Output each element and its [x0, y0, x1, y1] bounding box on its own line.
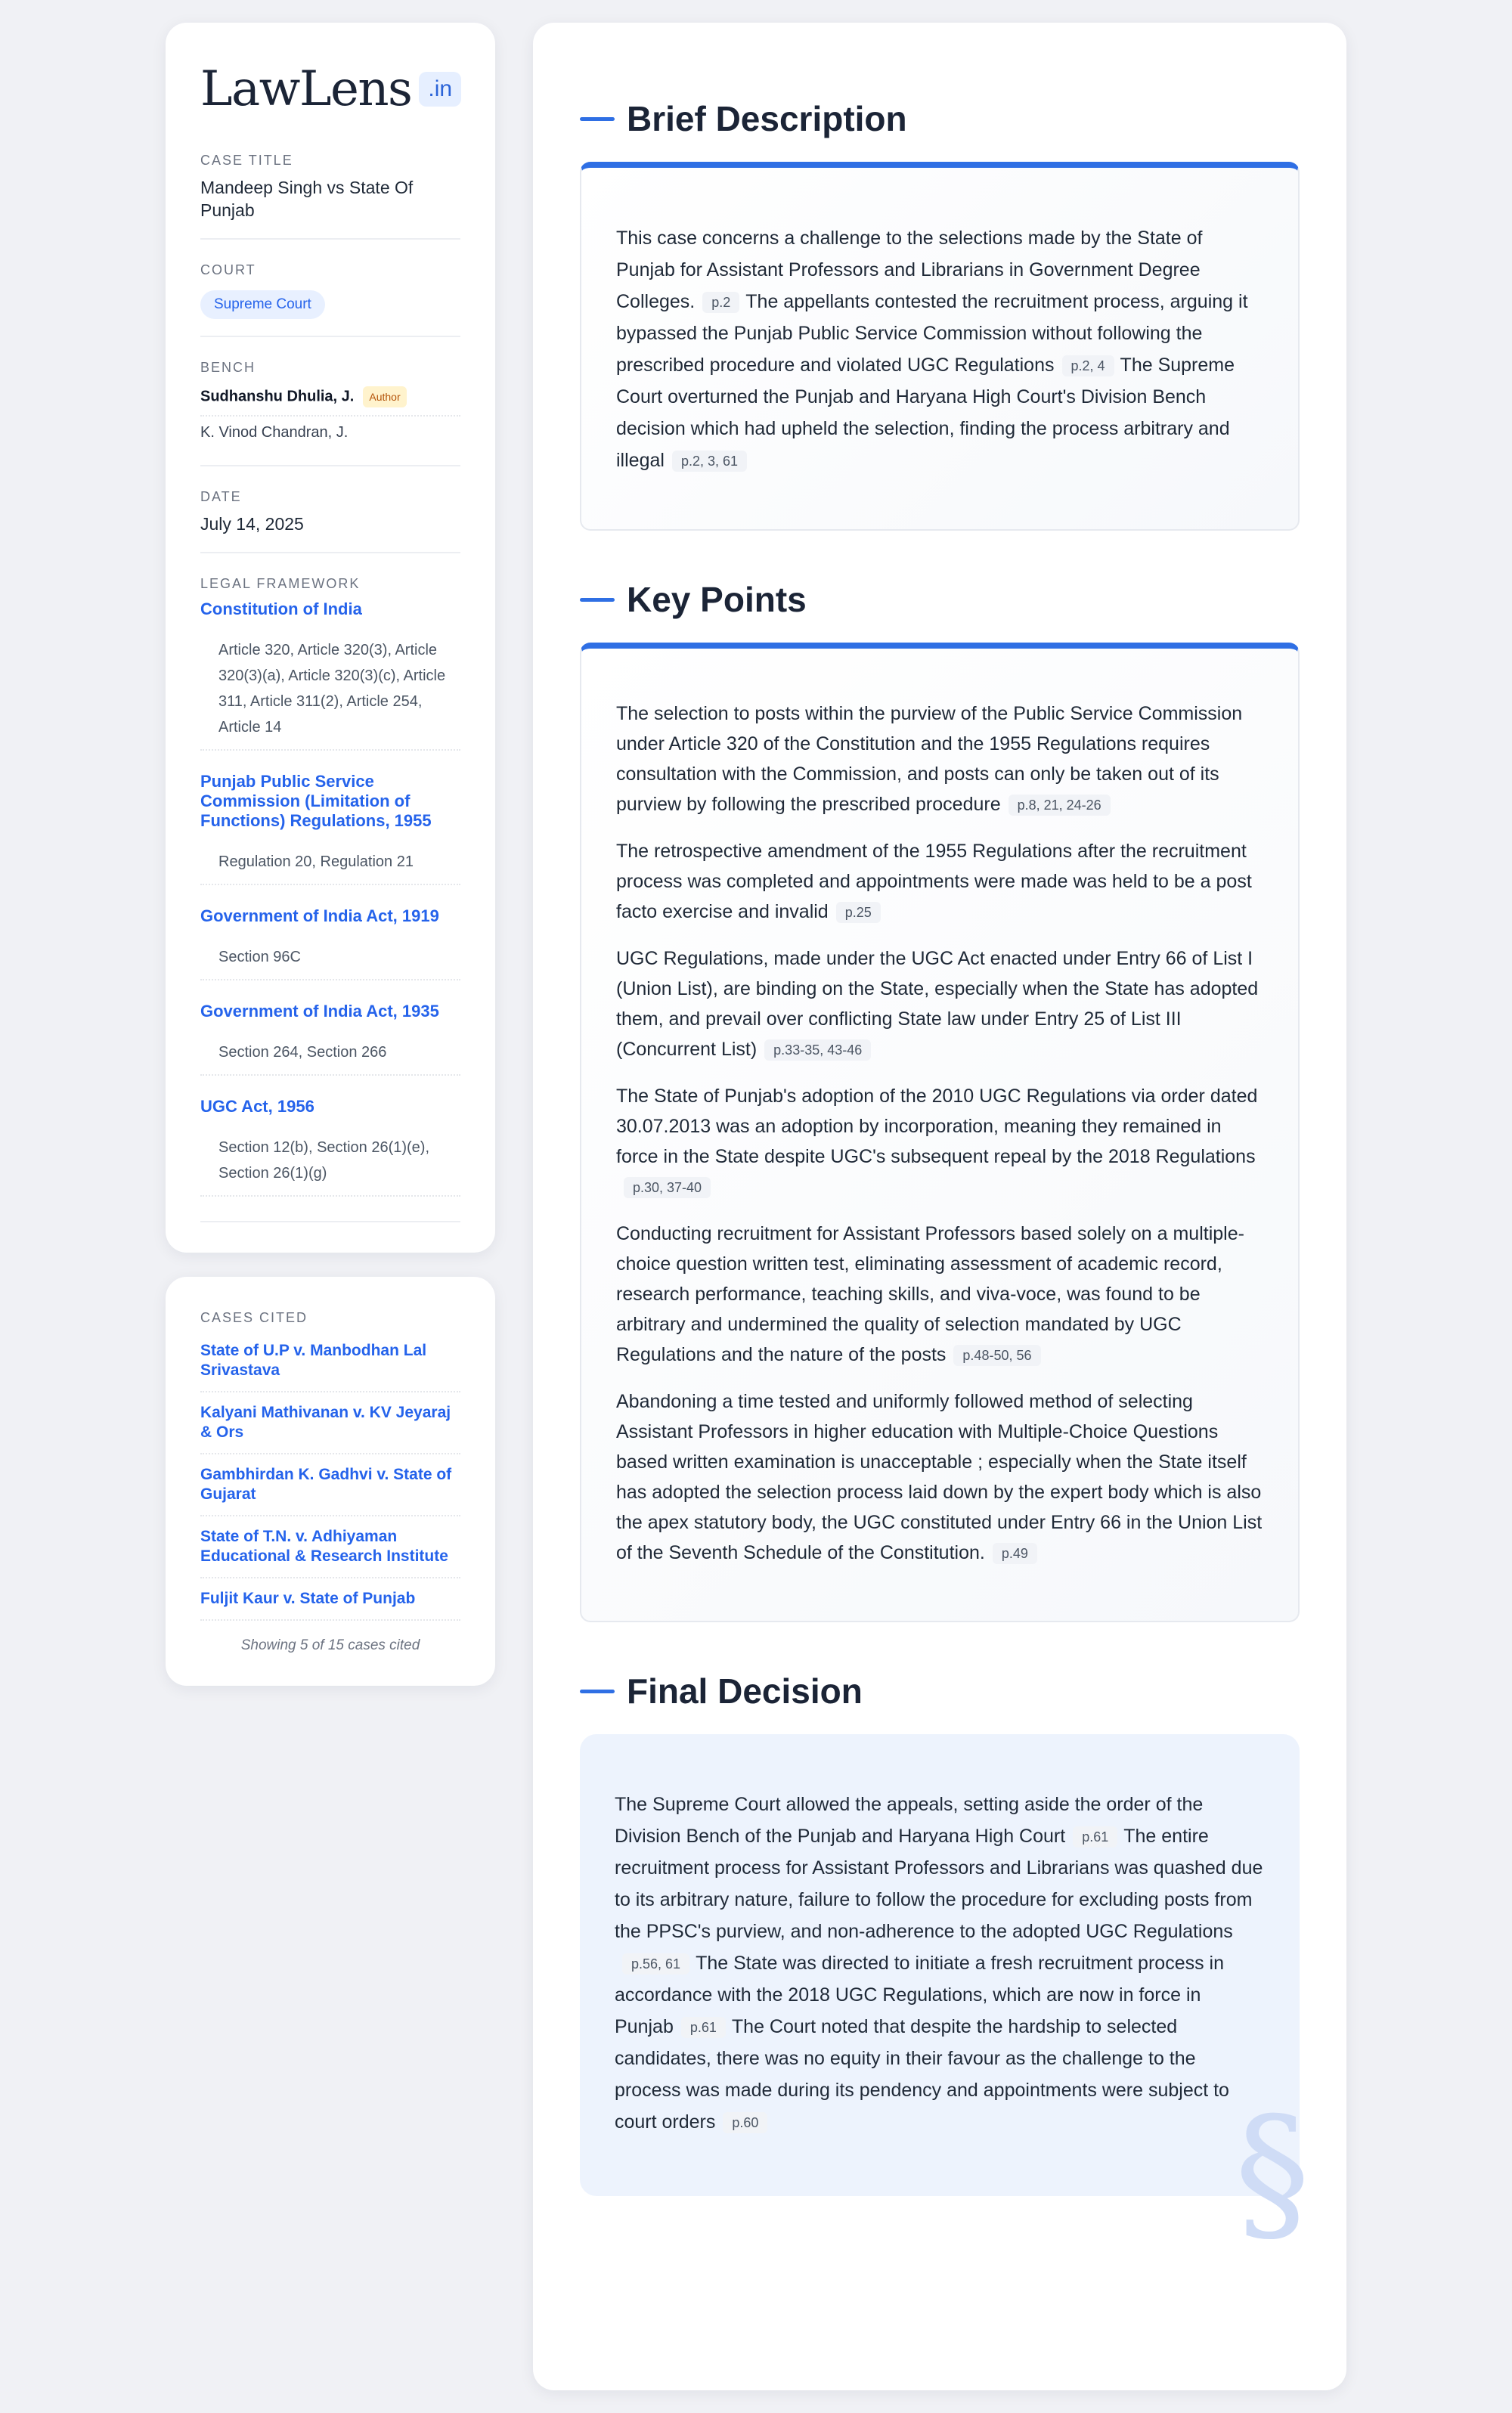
brief-heading: [580, 98, 1300, 139]
legal-framework-label: LEGAL FRAMEWORK: [200, 576, 361, 591]
key-points-heading: [580, 579, 1300, 620]
page-citation[interactable]: p.2, 4: [1062, 355, 1114, 376]
page-citation[interactable]: p.49: [993, 1543, 1037, 1564]
page-citation[interactable]: p.48-50, 56: [953, 1345, 1040, 1366]
bench-label: BENCH: [200, 360, 256, 375]
key-point-text: The State of Punjab's adoption of the 2010 UGC Regulations via order dated 30.07.2013 was an adoption by incorporation, meaning they remained in force in the State despite UGC's subsequent repeal by the 2018 Regulations: [616, 1086, 1258, 1167]
key-points-box: [580, 643, 1300, 1622]
cited-case-link[interactable]: State of U.P v. Manbodhan Lal Srivastava: [200, 1337, 460, 1392]
act-sections: Section 12(b), Section 26(1)(e), Section 26(1)(g): [200, 1121, 460, 1197]
page-citation[interactable]: p.25: [836, 902, 881, 923]
brief-description-box: [580, 162, 1300, 531]
act-sections: Section 96C: [200, 931, 460, 980]
cited-case-link[interactable]: State of T.N. v. Adhiyaman Educational & Research Institute: [200, 1516, 460, 1578]
key-point-text: The selection to posts within the purview of the Public Service Commission under Article 320 of the Constitution and the 1955 Regulations requires consultation with the Commission, and posts can only be taken out of its purview by following the prescribed procedure: [616, 703, 1243, 815]
act-title[interactable]: Constitution of India: [200, 599, 362, 618]
act-item: [200, 772, 460, 885]
case-title-label: CASE TITLE: [200, 153, 293, 168]
case-date: July 14, 2025: [200, 514, 304, 534]
bench-field: [200, 360, 460, 466]
key-point: [616, 943, 1263, 1064]
act-title[interactable]: UGC Act, 1956: [200, 1097, 314, 1116]
key-point-text: The retrospective amendment of the 1955 Regulations after the recruitment process was completed and appointments were made was held to be a post facto exercise and invalid: [616, 841, 1252, 922]
section-symbol-icon: §: [1235, 2085, 1310, 2261]
author-badge: Author: [363, 386, 406, 407]
section-title: Key Points: [627, 580, 807, 619]
key-point: [616, 1386, 1263, 1568]
key-point: [616, 698, 1263, 819]
cited-case-link[interactable]: Fuljit Kaur v. State of Punjab: [200, 1578, 460, 1621]
act-sections: Section 264, Section 266: [200, 1026, 460, 1076]
act-title[interactable]: Government of India Act, 1919: [200, 906, 439, 925]
page-citation[interactable]: p.56, 61: [622, 1953, 689, 1975]
decision-sentence: The State was directed to initiate a fresh recruitment process in accordance with the 2018 UGC Regulations, which are now in force in Punjab: [615, 1953, 1225, 2037]
date-label: DATE: [200, 489, 242, 504]
decision-sentence: The Court noted that despite the hardship to selected candidates, there was no equity in their favour as the challenge to the process was made during its pendency and appointments were subject to court orders: [615, 2016, 1229, 2133]
page-citation[interactable]: p.30, 37-40: [624, 1177, 711, 1198]
key-point: [616, 1081, 1263, 1202]
key-point: [616, 836, 1263, 927]
logo-badge: .in: [419, 72, 461, 107]
decision-sentence: The entire recruitment process for Assistant Professors and Librarians was quashed due to its arbitrary nature, failure to follow the procedure for excluding posts from the PPSC's purview, and non-adherence to the adopted UGC Regulations: [615, 1826, 1263, 1942]
heading-accent: [580, 598, 615, 602]
legal-framework: [200, 576, 460, 1222]
act-title[interactable]: Government of India Act, 1935: [200, 1002, 439, 1021]
court-badge: Supreme Court: [200, 290, 325, 319]
act-sections: Article 320, Article 320(3), Article 320(3)(a), Article 320(3)(c), Article 311, Article 311(2), Article 254, Article 14: [200, 624, 460, 751]
cited-case-link[interactable]: Gambhirdan K. Gadhvi v. State of Gujarat: [200, 1454, 460, 1516]
cases-cited-footer: Showing 5 of 15 cases cited: [240, 1637, 420, 1653]
page-citation[interactable]: p.2, 3, 61: [672, 451, 747, 472]
case-title-field: [200, 153, 460, 240]
bench-judge: K. Vinod Chandran, J.: [200, 424, 349, 441]
page-citation[interactable]: p.2: [702, 292, 739, 313]
brief-sentence: This case concerns a challenge to the selections made by the State of Punjab for Assistant Professors and Librarians in Government Degree Colleges.: [616, 228, 1203, 312]
cases-cited-label: CASES CITED: [200, 1310, 308, 1325]
brief-text: [616, 222, 1263, 476]
sidebar: [166, 23, 495, 1686]
section-title: Final Decision: [627, 1671, 863, 1711]
cases-cited-card: [166, 1277, 495, 1686]
act-item: [200, 906, 460, 980]
case-title: Mandeep Singh vs State Of Punjab: [200, 178, 414, 220]
page-citation[interactable]: p.61: [681, 2017, 726, 2038]
brief-sentence: The appellants contested the recruitment process, arguing it bypassed the Punjab Public Service Commission without following the prescribed procedure and violated UGC Regulations: [616, 291, 1248, 376]
cited-case-link[interactable]: Kalyani Mathivanan v. KV Jeyaraj & Ors: [200, 1392, 460, 1454]
bench-judge: [200, 383, 460, 417]
court-label: COURT: [200, 262, 256, 277]
key-point-text: Abandoning a time tested and uniformly followed method of selecting Assistant Professors in higher education with Multiple-Choice Questions based written examination is unacceptable ; especially when the State itself has adopted the selection process laid down by the expert body which is also the apex statutory body, the UGC constituted under Entry 66 in the Union List of the Seventh Schedule of the Constitution.: [616, 1391, 1263, 1563]
act-item: [200, 1097, 460, 1197]
logo-text: LawLens: [200, 61, 412, 117]
decision-sentence: The Supreme Court allowed the appeals, setting aside the order of the Division Bench of the Punjab and Haryana High Court: [615, 1794, 1204, 1847]
final-decision-heading: [580, 1671, 1300, 1711]
page-citation[interactable]: p.60: [723, 2112, 767, 2133]
heading-accent: [580, 117, 615, 121]
key-point-text: Conducting recruitment for Assistant Professors based solely on a multiple-choice question written test, eliminating assessment of academic record, research performance, teaching skills, and viva-voce, was found to be arbitrary and undermined the quality of selection mandated by UGC Regulations and the nature of the posts: [616, 1223, 1244, 1365]
date-field: [200, 489, 460, 553]
act-sections: Regulation 20, Regulation 21: [200, 835, 460, 885]
key-point: [616, 1219, 1263, 1370]
brief-sentence: The Supreme Court overturned the Punjab and Haryana High Court's Division Bench decision which had upheld the selection, finding the process arbitrary and illegal: [616, 355, 1235, 471]
key-point-text: UGC Regulations, made under the UGC Act enacted under Entry 66 of List I (Union List), are binding on the State, especially when the State has adopted them, and prevail over conflicting State law under Entry 25 of List III (Concurrent List): [616, 948, 1259, 1060]
act-item: [200, 599, 460, 751]
heading-accent: [580, 1690, 615, 1693]
judge-name: Sudhanshu Dhulia, J.: [200, 388, 355, 405]
final-decision-box: [580, 1734, 1310, 2261]
court-field: [200, 262, 460, 337]
final-decision-text: [615, 1789, 1265, 2138]
act-item: [200, 1002, 460, 1076]
page-citation[interactable]: p.8, 21, 24-26: [1009, 795, 1111, 816]
page-citation[interactable]: p.33-35, 43-46: [764, 1039, 871, 1061]
main-content: [533, 23, 1346, 2390]
section-title: Brief Description: [627, 99, 907, 138]
page-citation[interactable]: p.61: [1073, 1826, 1117, 1848]
case-info-card: [166, 23, 495, 1253]
logo[interactable]: [200, 61, 460, 117]
act-title[interactable]: Punjab Public Service Commission (Limitation of Functions) Regulations, 1955: [200, 772, 432, 830]
